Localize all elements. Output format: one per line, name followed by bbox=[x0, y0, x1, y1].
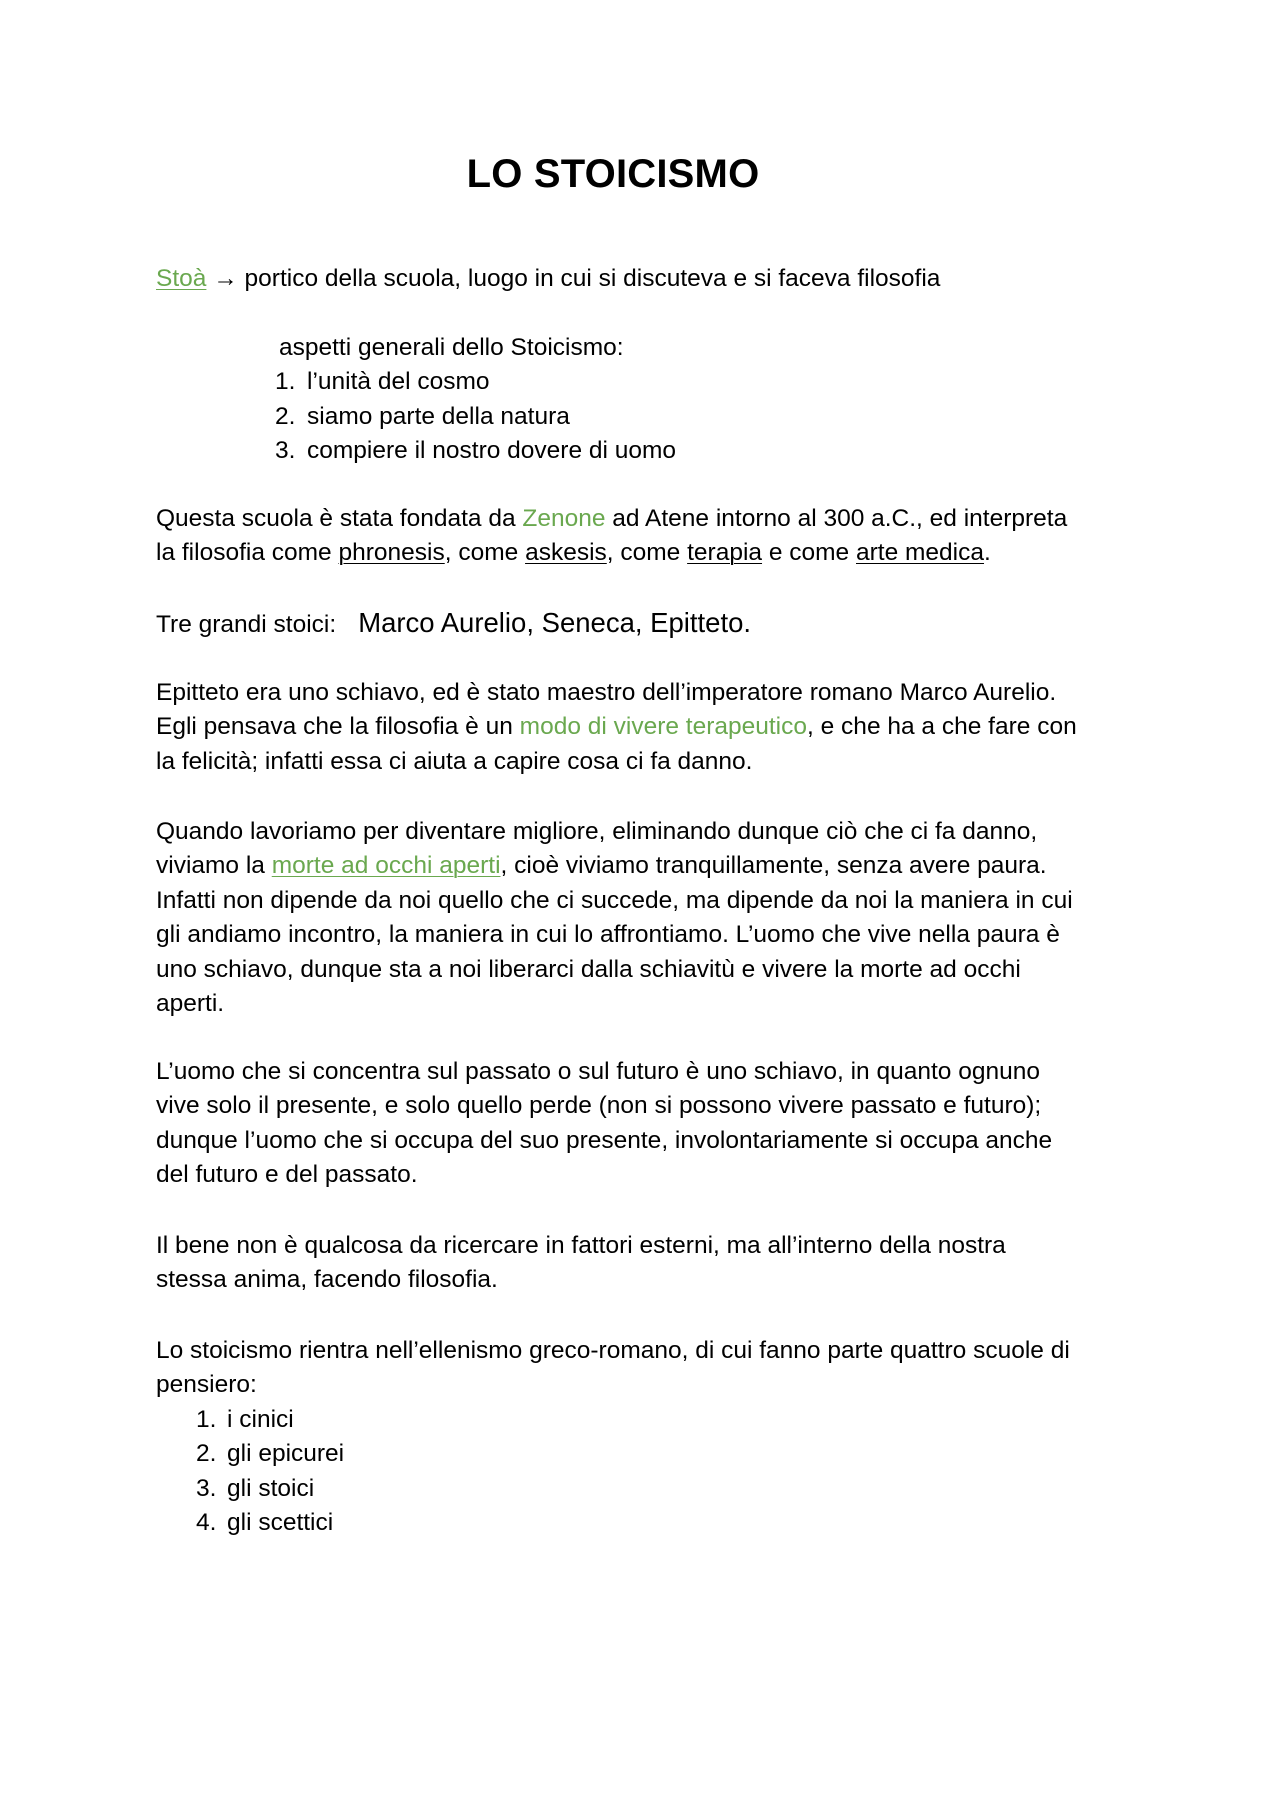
three-stoics-names: Marco Aurelio, Seneca, Epitteto. bbox=[358, 607, 752, 638]
aspects-section bbox=[275, 331, 975, 469]
three-stoics-label: Tre grandi stoici: bbox=[156, 611, 337, 638]
founder-name: Zenone bbox=[522, 505, 606, 532]
list-text: siamo parte della natura bbox=[307, 402, 570, 430]
term-arte-medica: arte medica bbox=[856, 539, 985, 567]
schools-list bbox=[196, 1403, 1156, 1541]
list-item bbox=[196, 1403, 1156, 1437]
aspects-list bbox=[275, 365, 975, 468]
list-item bbox=[275, 365, 975, 399]
term-terapia: terapia bbox=[687, 539, 763, 567]
stoa-definition bbox=[156, 262, 1156, 296]
ellenismo-paragraph: Lo stoicismo rientra nell’ellenismo greco-romano, di cui fanno parte quattro scuole di pensiero: 1. i cinici 2. gli epicurei 3. gli stoici 4. gli scettici bbox=[156, 1334, 1156, 1540]
highlight-morte-ad-occhi-aperti: morte ad occhi aperti bbox=[271, 852, 501, 880]
list-item bbox=[196, 1472, 1156, 1506]
term-phronesis: phronesis bbox=[338, 539, 445, 567]
list-text: compiere il nostro dovere di uomo bbox=[307, 437, 677, 465]
stoa-definition-text: portico della scuola, luogo in cui si discuteva e si faceva filosofia bbox=[244, 265, 941, 292]
list-number: 3. bbox=[275, 437, 296, 465]
aspects-heading: aspetti generali dello Stoicismo: bbox=[279, 334, 624, 361]
list-number: 1. bbox=[275, 368, 296, 396]
founding-line-1: Questa scuola è stata fondata da Zenone ad Atene intorno al 300 a.C., ed interpreta bbox=[156, 505, 1068, 532]
term-askesis: askesis bbox=[525, 539, 607, 567]
arrow-icon: → bbox=[213, 265, 238, 292]
presente-paragraph: L’uomo che si concentra sul passato o sul futuro è uno schiavo, in quanto ognuno vive solo il presente, e solo quello perde (non si possono vivere passato e futuro); dunque l’uomo che si occupa del suo presente, involontariamente si occupa anche del futuro e del passato. bbox=[156, 1058, 1053, 1189]
page-title: LO STOICISMO bbox=[466, 152, 760, 196]
list-item bbox=[196, 1437, 1156, 1471]
list-number: 2. bbox=[275, 402, 296, 430]
epitteto-paragraph: Epitteto era uno schiavo, ed è stato maestro dell’imperatore romano Marco Aurelio. Egli pensava che la filosofia è un modo di vivere terapeutico, e che ha a che fare con la felicità; infatti essa ci aiuta a capire cosa ci fa danno. bbox=[156, 679, 1077, 775]
list-number: 2. bbox=[196, 1440, 217, 1468]
list-text: l’unità del cosmo bbox=[307, 368, 490, 396]
founding-line-2: la filosofia come phronesis, come askesis, come terapia e come arte medica. bbox=[156, 539, 991, 567]
list-item bbox=[196, 1506, 1156, 1540]
list-item bbox=[275, 400, 975, 434]
list-number: 3. bbox=[196, 1474, 217, 1502]
list-number: 1. bbox=[196, 1405, 217, 1433]
list-text: i cinici bbox=[227, 1405, 294, 1433]
bene-paragraph: Il bene non è qualcosa da ricercare in fattori esterni, ma all’interno della nostra stessa anima, facendo filosofia. bbox=[156, 1232, 1006, 1294]
three-stoics-line bbox=[156, 606, 1156, 642]
highlight-modo-di-vivere: modo di vivere terapeutico bbox=[519, 713, 808, 741]
list-text: gli stoici bbox=[227, 1474, 315, 1502]
stoa-term: Stoà bbox=[156, 265, 207, 292]
morte-paragraph: Quando lavoriamo per diventare migliore, eliminando dunque ciò che ci fa danno, viviamo la morte ad occhi aperti, cioè viviamo tranquillamente, senza avere paura. Infatti non dipende da noi quello che ci succede, ma dipende da noi la maniera in cui gli andiamo incontro, la maniera in cui lo affrontiamo. L’uomo che vive nella paura è uno schiavo, dunque sta a noi liberarci dalla schiavitù e vivere la morte ad occhi aperti. bbox=[156, 818, 1073, 1018]
list-item bbox=[275, 434, 975, 468]
founding-paragraph bbox=[156, 502, 1156, 571]
list-text: gli scettici bbox=[227, 1509, 334, 1537]
list-text: gli epicurei bbox=[227, 1440, 345, 1468]
list-number: 4. bbox=[196, 1509, 217, 1537]
